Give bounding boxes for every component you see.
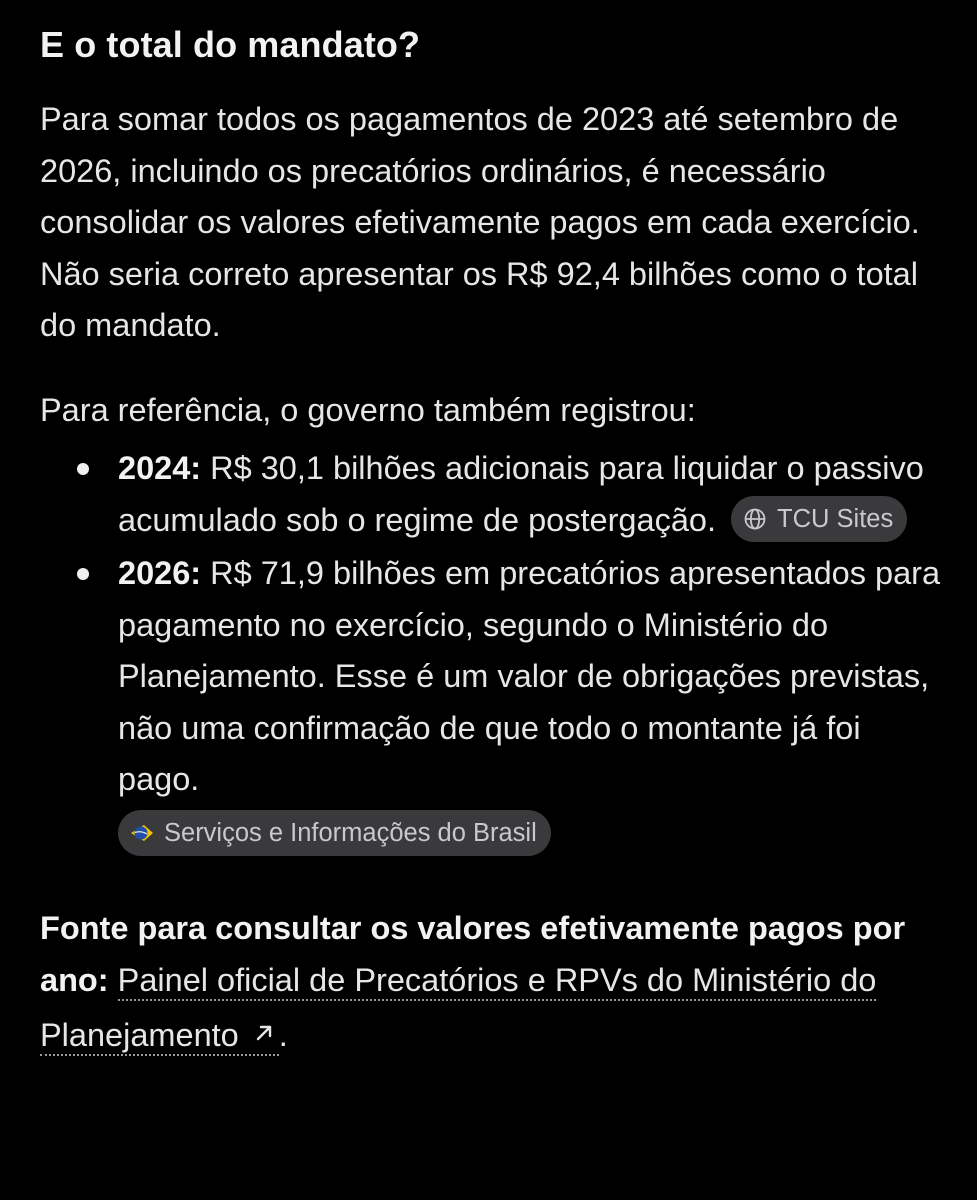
list-item-text: R$ 30,1 bilhões adicionais para liquidar o passivo acumulado sob o regime de postergação. <box>118 450 924 538</box>
reference-list <box>40 443 945 857</box>
list-item <box>40 548 945 857</box>
source-link-text: Painel oficial de Precatórios e RPVs do Ministério do Planejamento <box>40 961 877 1053</box>
source-trailing: . <box>278 1017 288 1053</box>
paragraph-reference: Para referência, o governo também registrou: <box>40 391 696 428</box>
list-item-text: R$ 71,9 bilhões em precatórios apresentados para pagamento no exercício, segundo o Ministério do Planejamento. Esse é um valor de obrigações previstas, não uma confirmação de que todo o montante já foi pago. <box>118 555 941 797</box>
source-chip-gov-br[interactable] <box>118 810 551 856</box>
bullet-icon <box>77 568 89 580</box>
globe-icon <box>743 507 767 531</box>
bullet-icon <box>77 463 89 475</box>
section-heading: E o total do mandato? <box>40 24 421 65</box>
chip-label: Serviços e Informações do Brasil <box>164 818 537 847</box>
list-item-year: 2024: <box>118 450 202 486</box>
answer-content <box>40 20 945 1062</box>
external-link-icon <box>255 1006 273 1058</box>
source-label: Fonte para consultar os valores efetivamente pagos por ano: <box>40 910 906 998</box>
list-item <box>40 443 945 546</box>
source-link[interactable] <box>40 962 876 1057</box>
source-chip-tcu[interactable] <box>731 496 907 542</box>
chip-label: TCU Sites <box>777 504 894 533</box>
brazil-flag-icon <box>130 821 154 845</box>
paragraph-total: Para somar todos os pagamentos de 2023 até setembro de 2026, incluindo os precatórios ordinários, é necessário consolidar os valores efetivamente pagos em cada exercício. Não seria correto apresentar os R$ 92,4 bilhões como o total do mandato. <box>40 101 920 343</box>
source-paragraph <box>40 903 945 1062</box>
list-item-year: 2026: <box>118 555 202 591</box>
